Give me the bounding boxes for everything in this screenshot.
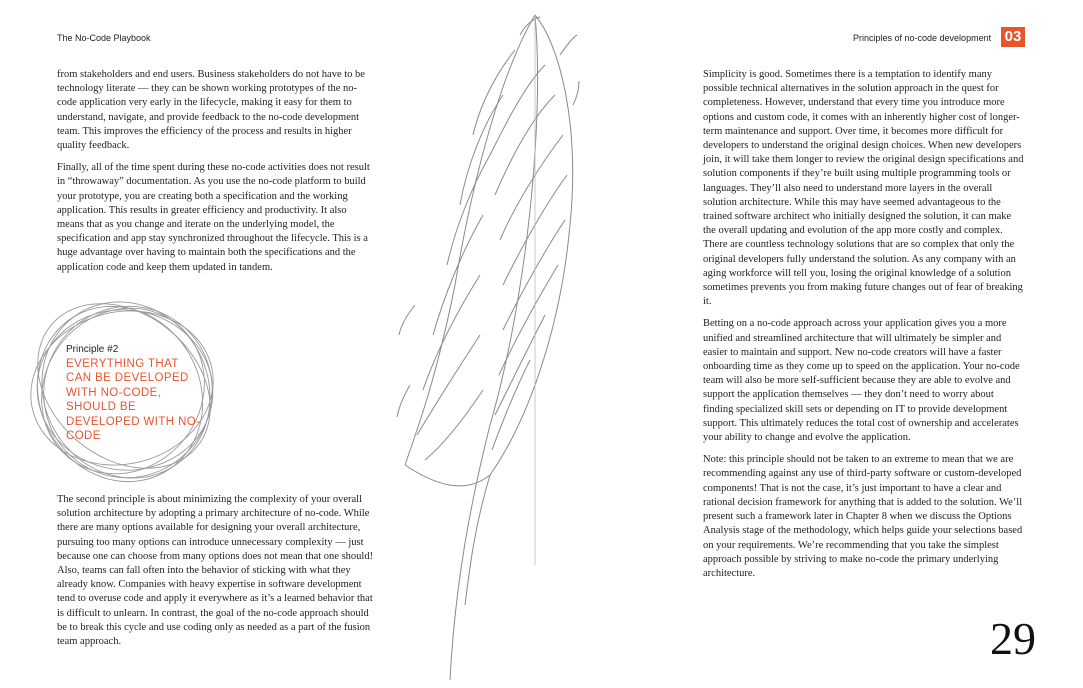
feather-illustration <box>395 5 580 685</box>
principle-label: Principle #2 <box>66 344 119 355</box>
left-column-bottom <box>57 493 375 657</box>
paragraph: from stakeholders and end users. Business stakeholders do not have to be technology literate — they can be shown working prototypes of the no-code application very early in the lifecycle, making it easy for them to understand, navigate, and provide feedback to the no-code development team. This improves the efficiency of the process and results in higher quality feedback. <box>57 69 365 152</box>
paragraph: Finally, all of the time spent during these no-code activities does not result in “throwaway” documentation. As you use the no-code platform to build your prototype, you are creating both a specification and the working application. This results in greater efficiency and productivity. It also means that as you change and iterate on the underlying model, the specification and app stay synchronized throughout the lifecycle. This is a huge advantage over having to maintain both the specifications and the application code and keep them updated in tandem. <box>57 162 370 273</box>
chapter-number-badge: 03 <box>1001 27 1025 47</box>
book-title: The No-Code Playbook <box>57 33 151 43</box>
paragraph: Simplicity is good. Sometimes there is a temptation to identify many possible technical alternatives in the solution approach in the quest for completeness. However, understand that every time you introduce more options and custom code, it comes with an inherently higher cost of longer-term maintenance and support. Over time, it becomes more difficult for developers to understand the original design choices. When new developers join, it will take them longer to review the original design specifications and solution components if they’re built using multiple programming tools or languages. They’ll also need to understand more layers in the overall solution architecture. While this may have seemed advantageous to the trained software architect who initially designed the solution, it can make the overall updating and evolution of the app more costly and complex. There are countless technology solutions that are so complex that only the original developers fully understand the solution. As any company with an aging workforce will tell you, losing the original knowledge of a solution sometimes prevents you from making future changes out of fear of breaking it. <box>703 69 1024 308</box>
page-number: 29 <box>990 613 1036 664</box>
paragraph: The second principle is about minimizing the complexity of your overall solution architecture by adopting a primary architecture of no-code. While there are many options available for designing your overall architecture, pursuing too many options can introduce unnecessary complexity — just because one can choose from many options does not mean that one should! Also, teams can fall often into the behavior of sticking with what they already know. Companies with heavy expertise in software development tend to overuse code and apply it everywhere as it’s a learned behavior that is difficult to unlearn. In contrast, the goal of the no-code approach should be to break this cycle and use coding only as needed as a part of the fusion team approach. <box>57 494 374 648</box>
paragraph: Betting on a no-code approach across your application gives you a more unified and streamlined architecture that will ultimately be simpler and easier to maintain and support. New no-code creators will have a faster onboarding time as they come up to speed on the application. Your no-code team will also be more self-sufficient because they are able to evolve and support the application themselves — they don’t need to worry about finding specialized skill sets or depending on IT to provide development support. This ultimately reduces the total cost of ownership and accelerates your ability to change and evolve the application. <box>703 318 1020 444</box>
right-column <box>703 68 1025 589</box>
paragraph: Note: this principle should not be taken to an extreme to mean that we are recommending against any use of third-party software or custom-developed components! That is not the case, it’s just important to have a clear and rational decision framework for anything that is added to the solution. We’ll present such a framework later in Chapter 8 when we discuss the Options Analysis stage of the methodology, which helps guide your selections based on your requirements. We’re recommending that you take the simplest approach possible by striving to make no-code the primary underlying architecture. <box>703 454 1023 579</box>
chapter-title: Principles of no-code development <box>853 33 992 43</box>
left-column-top <box>57 68 375 283</box>
principle-title: EVERYTHING THAT CAN BE DEVELOPED WITH NO-CODE, SHOULD BE DEVELOPED WITH NO-CODE <box>66 358 201 443</box>
